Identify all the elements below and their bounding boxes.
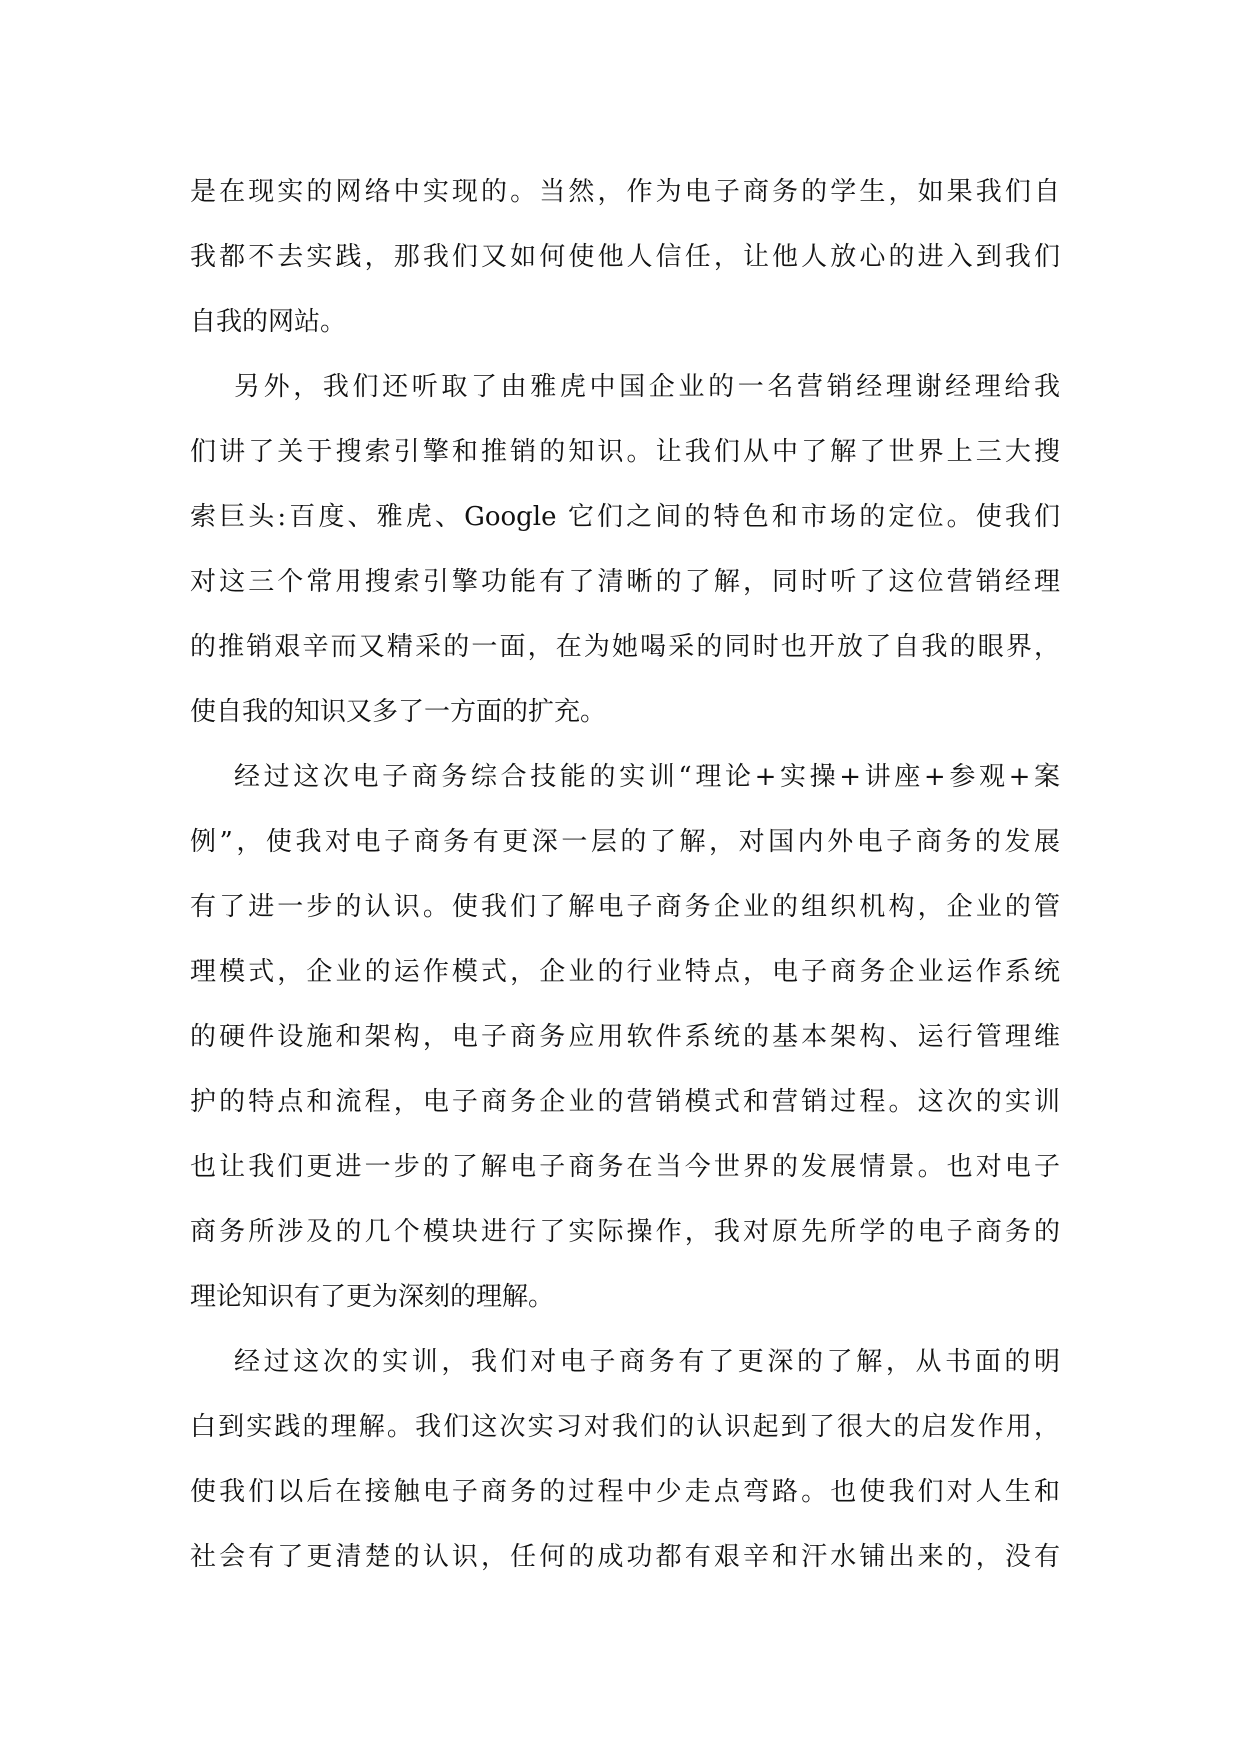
- paragraph-line: 们讲了关于搜索引擎和推销的知识。让我们从中了解了世界上三大搜: [190, 437, 1060, 467]
- paragraph-line: 经过这次的实训，我们对电子商务有了更深的了解，从书面的明: [234, 1347, 1060, 1377]
- paragraph-line: 有了进一步的认识。使我们了解电子商务企业的组织机构，企业的管: [190, 892, 1060, 922]
- paragraph-line: 白到实践的理解。我们这次实习对我们的认识起到了很大的启发作用，: [190, 1412, 1060, 1442]
- paragraph-line: 理模式，企业的运作模式，企业的行业特点，电子商务企业运作系统: [190, 957, 1060, 987]
- paragraph-line: 社会有了更清楚的认识，任何的成功都有艰辛和汗水铺出来的，没有: [190, 1542, 1060, 1572]
- paragraph-line: 的推销艰辛而又精采的一面，在为她喝采的同时也开放了自我的眼界，: [190, 632, 1060, 662]
- paragraph-line: 经过这次电子商务综合技能的实训“理论+实操+讲座+参观+案: [234, 762, 1060, 792]
- paragraph-line: 也让我们更进一步的了解电子商务在当今世界的发展情景。也对电子: [190, 1152, 1060, 1182]
- paragraph-line: 索巨头:百度、雅虎、Google 它们之间的特色和市场的定位。使我们: [190, 502, 1060, 532]
- paragraph-line: 对这三个常用搜索引擎功能有了清晰的了解，同时听了这位营销经理: [190, 567, 1060, 597]
- paragraph-line: 我都不去实践，那我们又如何使他人信任，让他人放心的进入到我们: [190, 242, 1060, 272]
- paragraph-line: 商务所涉及的几个模块进行了实际操作，我对原先所学的电子商务的: [190, 1217, 1060, 1247]
- body-text: [190, 160, 1060, 1590]
- paragraph-line: 自我的网站。: [190, 307, 347, 337]
- paragraph-line: 使自我的知识又多了一方面的扩充。: [190, 697, 607, 727]
- paragraph-line: 例”，使我对电子商务有更深一层的了解，对国内外电子商务的发展: [190, 827, 1060, 857]
- paragraph-line: 护的特点和流程，电子商务企业的营销模式和营销过程。这次的实训: [190, 1087, 1060, 1117]
- paragraph-line: 使我们以后在接触电子商务的过程中少走点弯路。也使我们对人生和: [190, 1477, 1060, 1507]
- paragraph-line: 是在现实的网络中实现的。当然，作为电子商务的学生，如果我们自: [190, 177, 1060, 207]
- paragraph-line: 的硬件设施和架构，电子商务应用软件系统的基本架构、运行管理维: [190, 1022, 1060, 1052]
- paragraph-line: 理论知识有了更为深刻的理解。: [190, 1282, 555, 1312]
- paragraph-line: 另外，我们还听取了由雅虎中国企业的一名营销经理谢经理给我: [234, 372, 1060, 402]
